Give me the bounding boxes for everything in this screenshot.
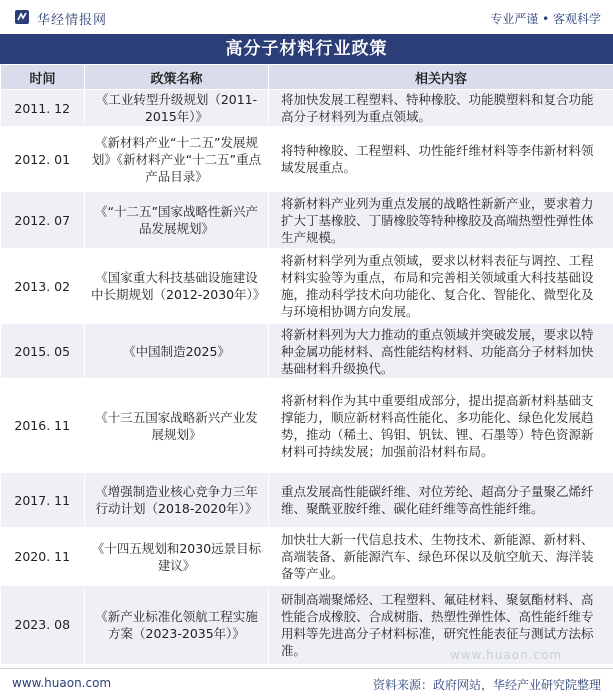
table-row (1, 379, 613, 473)
row-content: 研制高端聚烯烃、工程塑料、氟硅材料、聚氨酯材料、高性能合成橡胶、合成树脂、热塑性弹性体、高性能纤维专用料等先进高分子材料标准，研究性能表征与测试方法标准。 (269, 586, 613, 664)
column-header-policy-name: 政策名称 (85, 65, 269, 90)
row-policy-name: 《十三五国家战略新兴产业发展规划》 (85, 379, 269, 473)
row-content: 将新材料作为其中重要组成部分，提出提高新材料基础支撑能力，顺应新材料高性能化、多功能化、绿色化发展趋势，推动（稀土、钨钼、钒钛、锂、石墨等）特色资源新材料可持续发展；加强前沿材料布局。 (269, 379, 613, 473)
row-policy-name: 《十四五规划和2030远景目标建议》 (85, 528, 269, 586)
row-policy-name: 《工业转型升级规划（2011-2015年）》 (85, 90, 269, 127)
table-row (1, 249, 613, 324)
row-time: 2012. 01 (1, 127, 85, 192)
watermark-text: www.huaon.com (450, 648, 563, 662)
row-content: 将特种橡胶、工程塑料、功性能纤维材料等李伟新材料领域发展重点。 (269, 127, 613, 192)
row-policy-name: 《国家重大科技基础设施建设中长期规划（2012-2030年）》 (85, 249, 269, 324)
table-row (1, 127, 613, 192)
row-time: 2013. 02 (1, 249, 85, 324)
policy-table (0, 64, 613, 664)
footer-bar (0, 668, 613, 697)
row-content: 将加快发展工程塑料、特种橡胶、功能膜塑料和复合功能高分子材料列为重点领域。 (269, 90, 613, 127)
header-bar (0, 0, 613, 34)
page-title: 高分子材料行业政策 (0, 34, 613, 64)
row-policy-name: 《“十二五”国家战略性新兴产品发展规划》 (85, 192, 269, 249)
row-time: 2016. 11 (1, 379, 85, 473)
row-time: 2011. 12 (1, 90, 85, 127)
table-row (1, 528, 613, 586)
footer-url: www.huaon.com (12, 676, 112, 690)
brand-name: 华经情报网 (37, 13, 108, 28)
header-slogan: 专业严谨 • 客观科学 (490, 12, 601, 26)
row-time: 2020. 11 (1, 528, 85, 586)
table-row (1, 473, 613, 528)
row-policy-name: 《增强制造业核心竞争力三年行动计划（2018-2020年）》 (85, 473, 269, 528)
table-row (1, 192, 613, 249)
column-header-content: 相关内容 (269, 65, 613, 90)
huajing-logo-icon (14, 9, 30, 25)
row-time: 2015. 05 (1, 324, 85, 379)
row-policy-name: 《中国制造2025》 (85, 324, 269, 379)
column-header-time: 时间 (1, 65, 85, 90)
row-content: 重点发展高性能碳纤维、对位芳纶、超高分子量聚乙烯纤维、聚酰亚胺纤维、碳化硅纤维等高性能纤维。 (269, 473, 613, 528)
row-content: 将新材料产业列为重点发展的战略性新新产业，要求着力扩大丁基橡胶、丁腈橡胶等特种橡胶及高端热塑性弹性体生产规模。 (269, 192, 613, 249)
row-time: 2012. 07 (1, 192, 85, 249)
row-content: 将新材料列为大力推动的重点领域并突破发展，要求以特种金属功能材料、高性能结构材料、功能高分子材料加快基础材料升级换代。 (269, 324, 613, 379)
row-policy-name: 《新产业标准化领航工程实施方案（2023-2035年）》 (85, 586, 269, 664)
table-header-row (1, 65, 613, 90)
row-policy-name: 《新材料产业“十二五”发展规划》《新材料产业“十二五”重点产品目录》 (85, 127, 269, 192)
footer-source: 资料来源：政府网站，华经产业研究院整理 (372, 678, 601, 692)
row-content: 将新材料学列为重点领域，要求以材料表征与调控、工程材料实验等为重点，布局和完善相关领域重大科技基础设施，推动科学技术向功能化、复合化、智能化、微型化及与环境相协调方向发展。 (269, 249, 613, 324)
row-content: 加快壮大新一代信息技术、生物技术、新能源、新材料、高端装备、新能源汽车、绿色环保以及航空航天、海洋装备等产业。 (269, 528, 613, 586)
table-row (1, 90, 613, 127)
table-row (1, 324, 613, 379)
row-time: 2023. 08 (1, 586, 85, 664)
row-time: 2017. 11 (1, 473, 85, 528)
